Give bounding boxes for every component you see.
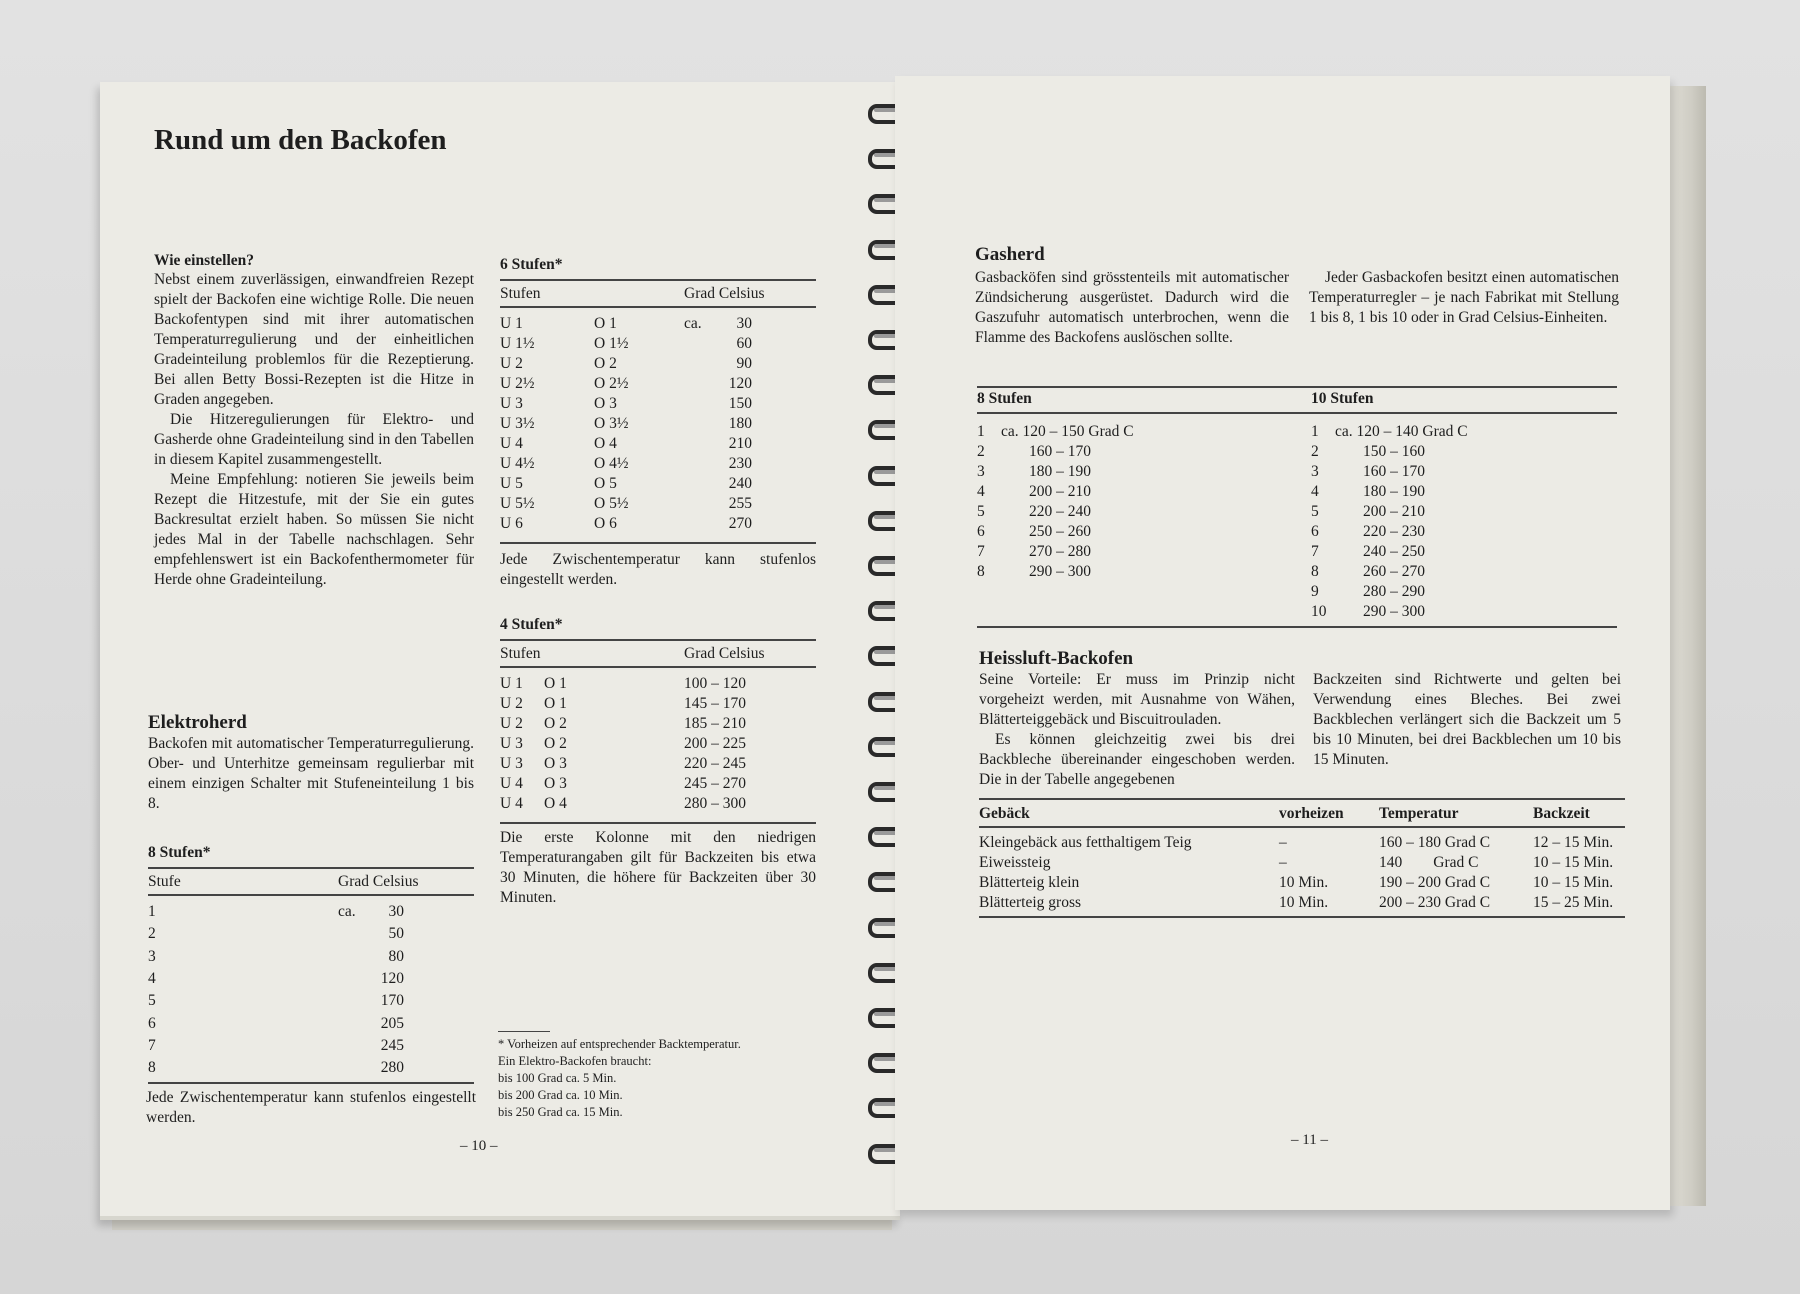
- table-rule: [500, 822, 816, 824]
- cell-gebaeck: Kleingebäck aus fetthaltigem Teig: [979, 834, 1192, 851]
- cell-oberhitze: O 3: [544, 775, 567, 792]
- cell-unterhitze: U 5: [500, 475, 523, 492]
- cell-unterhitze: U 4½: [500, 455, 535, 472]
- left-page: [100, 82, 900, 1220]
- cell-oberhitze: O 1: [544, 675, 567, 692]
- cell-stufe: 7: [977, 543, 985, 560]
- heiss-text-col-1: [979, 670, 1295, 790]
- cell-unterhitze: U 3: [500, 395, 523, 412]
- cell-grad: 30: [388, 903, 404, 920]
- cell-grad: 80: [388, 947, 404, 965]
- cell-grad: 220 – 240: [1029, 503, 1091, 520]
- cell-backzeit: 10 – 15 Min.: [1533, 874, 1614, 891]
- col-stufen: Stufen: [500, 645, 541, 662]
- cell-unterhitze: U 4: [500, 775, 523, 792]
- cell-grad: 230: [728, 455, 752, 472]
- cell-grad: 220 – 245: [684, 755, 746, 772]
- page-title: Rund um den Backofen: [154, 124, 447, 156]
- footnote: [498, 1036, 818, 1121]
- cell-grad: 200 – 225: [684, 735, 746, 752]
- table-rule: [979, 826, 1625, 828]
- cell-stufe: 2: [148, 925, 156, 943]
- cell-temperatur: 140 Grad C: [1379, 854, 1479, 871]
- table-rule: [500, 306, 816, 308]
- cell-stufe: 6: [1311, 523, 1319, 540]
- cell-unterhitze: U 2½: [500, 375, 535, 392]
- cell-stufe: 5: [148, 992, 156, 1010]
- cell-stufe: 2: [1311, 443, 1319, 460]
- four-table-title: 4 Stufen*: [500, 616, 563, 633]
- cell-grad: 245: [380, 1036, 404, 1054]
- cell-grad: 50: [388, 925, 404, 943]
- cell-stufe: 6: [148, 1014, 156, 1032]
- page-number-right: – 11 –: [1291, 1132, 1328, 1148]
- cell-unterhitze: U 3: [500, 755, 523, 772]
- cell-stufe: 3: [977, 463, 985, 480]
- cell-oberhitze: O 3: [594, 395, 617, 412]
- wie-paragraph-2: Die Hitzeregulierungen für Elektro- und Gasherde ohne Gradeinteilung sind in den Tabellen in diesem Kapitel zusammengestellt.: [154, 411, 474, 468]
- cell-stufe: 3: [148, 947, 156, 965]
- cell-backzeit: 12 – 15 Min.: [1533, 834, 1614, 851]
- cell-vorheizen: –: [1279, 854, 1287, 871]
- footnote-line: * Vorheizen auf entsprechender Backtemperatur.: [498, 1037, 741, 1051]
- cell-grad: 150 – 160: [1363, 443, 1425, 460]
- four-note: Die erste Kolonne mit den niedrigen Temperaturangaben gilt für Backzeiten bis etwa 30 Minuten, die höhere für Backzeiten über 30 Minuten.: [500, 829, 816, 906]
- cell-grad: 205: [380, 1014, 404, 1032]
- cell-grad: 180 – 190: [1029, 463, 1091, 480]
- cell-prefix: ca.: [338, 903, 356, 920]
- cell-grad: 180: [728, 415, 752, 432]
- col-stufen: Stufen: [500, 285, 541, 302]
- cell-oberhitze: O 6: [594, 515, 617, 532]
- footnote-line: Ein Elektro-Backofen braucht:: [498, 1054, 652, 1068]
- col-stufe: Stufe: [148, 873, 181, 890]
- cell-unterhitze: U 1: [500, 675, 523, 692]
- cell-grad: 240 – 250: [1363, 543, 1425, 560]
- gas-text-col-2: Jeder Gasbackofen besitzt einen automatischen Temperaturregler – je nach Fabrikat mit Stellung 1 bis 8, 1 bis 10 oder in Grad Celsius-Einheiten.: [1309, 269, 1619, 326]
- cell-stufe: 8: [1311, 563, 1319, 580]
- table-rule: [148, 867, 474, 869]
- col-grad-celsius: Grad Celsius: [684, 645, 765, 662]
- cell-grad: 245 – 270: [684, 775, 746, 792]
- right-page: [895, 76, 1670, 1210]
- table-rule: [500, 279, 816, 281]
- cell-stufe: 2: [977, 443, 985, 460]
- table-rule: [500, 639, 816, 641]
- cell-stufe: 1: [1311, 423, 1319, 440]
- table-rule: [500, 542, 816, 544]
- cell-grad: 60: [736, 335, 752, 352]
- cell-grad: 270: [728, 515, 752, 532]
- cell-oberhitze: O 2: [544, 735, 567, 752]
- cell-grad: 90: [736, 355, 752, 372]
- cell-stufe: 10: [1311, 603, 1327, 620]
- elektro-note: Jede Zwischentemperatur kann stufenlos eingestellt werden.: [146, 1089, 476, 1126]
- cell-vorheizen: 10 Min.: [1279, 894, 1329, 911]
- elektro-table-title: 8 Stufen*: [148, 844, 211, 861]
- cell-stufe: 1: [148, 903, 156, 920]
- cell-stufe: 1: [977, 423, 985, 440]
- table-rule: [500, 666, 816, 668]
- cell-stufe: 4: [148, 969, 156, 987]
- cell-backzeit: 15 – 25 Min.: [1533, 894, 1614, 911]
- cell-grad: 280 – 300: [684, 795, 746, 812]
- cell-prefix: ca.: [684, 315, 702, 332]
- cell-unterhitze: U 6: [500, 515, 523, 532]
- cell-grad: 255: [728, 495, 752, 512]
- footnote-line: bis 250 Grad ca. 15 Min.: [498, 1105, 623, 1119]
- col-vorheizen: vorheizen: [1279, 805, 1344, 822]
- cell-stufe: 9: [1311, 583, 1319, 600]
- cell-oberhitze: O 1: [594, 315, 617, 332]
- cell-temperatur: 200 – 230 Grad C: [1379, 894, 1491, 911]
- cell-oberhitze: O 4½: [594, 455, 629, 472]
- cell-unterhitze: U 5½: [500, 495, 535, 512]
- cell-backzeit: 10 – 15 Min.: [1533, 854, 1614, 871]
- cell-unterhitze: U 1: [500, 315, 523, 332]
- table-rule: [979, 916, 1625, 918]
- col-grad-celsius: Grad Celsius: [338, 873, 419, 890]
- col-gebaeck: Gebäck: [979, 805, 1030, 822]
- cell-grad: 30: [736, 315, 752, 332]
- cell-oberhitze: O 1: [544, 695, 567, 712]
- heiss-text-1b: Es können gleichzeitig zwei bis drei Backbleche übereinander eingeschoben werden. Die in der Tabelle angegebenen: [979, 731, 1295, 788]
- cell-grad: 150: [728, 395, 752, 412]
- cell-unterhitze: U 1½: [500, 335, 535, 352]
- cell-unterhitze: U 2: [500, 715, 523, 732]
- section-wie-einstellen: [154, 252, 474, 590]
- cell-stufe: 6: [977, 523, 985, 540]
- heiss-heading: Heissluft-Backofen: [979, 648, 1134, 669]
- gas-8-title: 8 Stufen: [977, 390, 1032, 407]
- cell-oberhitze: O 2½: [594, 375, 629, 392]
- cell-unterhitze: U 2: [500, 695, 523, 712]
- cell-temperatur: 160 – 180 Grad C: [1379, 834, 1491, 851]
- cell-unterhitze: U 3½: [500, 415, 535, 432]
- cell-stufe: 7: [148, 1036, 156, 1054]
- cell-stufe: 5: [1311, 503, 1319, 520]
- cell-oberhitze: O 2: [544, 715, 567, 732]
- wie-paragraph-1: Nebst einem zuverlässigen, einwandfreien Rezept spielt der Backofen eine wichtige Rolle. Die neuen Backofentypen sind mit ihrer automatischen Temperaturregulierung und der einheitlichen Gradeinteilung problemlos für die Rezeptierung. Bei allen Betty Bossi-Rezepten ist die Hitze in Graden angegeben.: [154, 271, 474, 408]
- cell-unterhitze: U 4: [500, 435, 523, 452]
- gas-heading: Gasherd: [975, 244, 1045, 265]
- cell-oberhitze: O 5: [594, 475, 617, 492]
- table-rule: [148, 1082, 474, 1084]
- cell-gebaeck: Blätterteig gross: [979, 894, 1082, 911]
- cell-oberhitze: O 4: [594, 435, 617, 452]
- col-backzeit: Backzeit: [1533, 805, 1590, 822]
- footnote-rule: [498, 1031, 550, 1032]
- table-rule: [977, 386, 1617, 388]
- page-number-left: – 10 –: [460, 1138, 498, 1154]
- footnote-line: bis 100 Grad ca. 5 Min.: [498, 1071, 617, 1085]
- cell-grad: 250 – 260: [1029, 523, 1091, 540]
- cell-oberhitze: O 3: [544, 755, 567, 772]
- section-elektroherd: [148, 712, 474, 814]
- wie-paragraph-3: Meine Empfehlung: notieren Sie jeweils beim Rezept die Hitzestufe, mit der Sie ein gutes Backresultat erzielt haben. So müssen Sie nicht jedes Mal in der Tabelle nachschlagen. Sehr empfehlenswert ist ein Backofenthermometer für Herde ohne Gradeinteilung.: [154, 471, 474, 588]
- cell-oberhitze: O 1½: [594, 335, 629, 352]
- cell-grad: 270 – 280: [1029, 543, 1091, 560]
- wie-heading: Wie einstellen?: [154, 252, 255, 269]
- cell-stufe: 8: [977, 563, 985, 580]
- cell-grad: 160 – 170: [1029, 443, 1091, 460]
- cell-stufe: 4: [977, 483, 985, 500]
- cell-grad: 170: [380, 992, 404, 1010]
- cell-grad: 120: [728, 375, 752, 392]
- page-stack-bottom: [112, 1220, 892, 1230]
- six-table-title: 6 Stufen*: [500, 256, 563, 273]
- cell-grad: 180 – 190: [1363, 483, 1425, 500]
- cell-oberhitze: O 4: [544, 795, 567, 812]
- cell-grad: ca. 120 – 140 Grad C: [1335, 423, 1468, 440]
- cell-grad: 120: [380, 969, 404, 987]
- cell-stufe: 3: [1311, 463, 1319, 480]
- heiss-text-1a: Seine Vorteile: Er muss im Prinzip nicht vorgeheizt werden, mit Ausnahme von Wähen, Blätterteiggebäck und Biscuitrouladen.: [979, 671, 1295, 728]
- table-rule: [977, 626, 1617, 628]
- cell-grad: 160 – 170: [1363, 463, 1425, 480]
- col-temperatur: Temperatur: [1379, 805, 1459, 822]
- cell-oberhitze: O 5½: [594, 495, 629, 512]
- cell-unterhitze: U 4: [500, 795, 523, 812]
- gas-10-title: 10 Stufen: [1311, 390, 1374, 407]
- cell-grad: 290 – 300: [1363, 603, 1425, 620]
- cell-grad: 185 – 210: [684, 715, 746, 732]
- cell-grad: 260 – 270: [1363, 563, 1425, 580]
- cell-grad: 200 – 210: [1029, 483, 1091, 500]
- cell-vorheizen: –: [1279, 834, 1287, 851]
- table-rule: [979, 798, 1625, 800]
- cell-grad: 220 – 230: [1363, 523, 1425, 540]
- cell-stufe: 8: [148, 1059, 156, 1077]
- six-note: Jede Zwischentemperatur kann stufenlos eingestellt werden.: [500, 551, 816, 588]
- footnote-line: bis 200 Grad ca. 10 Min.: [498, 1088, 623, 1102]
- table-rule: [977, 412, 1617, 414]
- elektro-text: Backofen mit automatischer Temperaturregulierung. Ober- und Unterhitze gemeinsam regulierbar mit einem einzigen Schalter mit Stufeneinteilung 1 bis 8.: [148, 735, 474, 812]
- cell-grad: 290 – 300: [1029, 563, 1091, 580]
- cell-temperatur: 190 – 200 Grad C: [1379, 874, 1491, 891]
- table-rule: [148, 894, 474, 896]
- elektro-heading: Elektroherd: [148, 712, 247, 733]
- cell-grad: 200 – 210: [1363, 503, 1425, 520]
- cell-grad: 145 – 170: [684, 695, 746, 712]
- cell-grad: 280: [380, 1059, 404, 1077]
- heiss-text-col-2: Backzeiten sind Richtwerte und gelten bei Verwendung eines Bleches. Bei zwei Backblechen verlängert sich die Backzeit um 5 bis 10 Minuten, bei drei Backblechen um 10 bis 15 Minuten.: [1313, 671, 1621, 768]
- cell-gebaeck: Eiweissteig: [979, 854, 1051, 871]
- cell-vorheizen: 10 Min.: [1279, 874, 1329, 891]
- cell-unterhitze: U 3: [500, 735, 523, 752]
- cell-grad: 100 – 120: [684, 675, 746, 692]
- cell-grad: 240: [728, 475, 752, 492]
- cell-unterhitze: U 2: [500, 355, 523, 372]
- cell-grad: ca. 120 – 150 Grad C: [1001, 423, 1134, 440]
- gas-text-col-1: Gasbacköfen sind grösstenteils mit automatischer Zündsicherung ausgerüstet. Dadurch wird die Gaszufuhr automatisch unterbrochen, wenn die Flamme des Backofens auslöschen sollte.: [975, 269, 1289, 346]
- cell-grad: 210: [728, 435, 752, 452]
- cell-gebaeck: Blätterteig klein: [979, 874, 1080, 891]
- cell-stufe: 7: [1311, 543, 1319, 560]
- cell-stufe: 4: [1311, 483, 1319, 500]
- cell-oberhitze: O 3½: [594, 415, 629, 432]
- cell-stufe: 5: [977, 503, 985, 520]
- page-stack-edge: [1670, 86, 1706, 1206]
- cell-grad: 280 – 290: [1363, 583, 1425, 600]
- cell-oberhitze: O 2: [594, 355, 617, 372]
- col-grad-celsius: Grad Celsius: [684, 285, 765, 302]
